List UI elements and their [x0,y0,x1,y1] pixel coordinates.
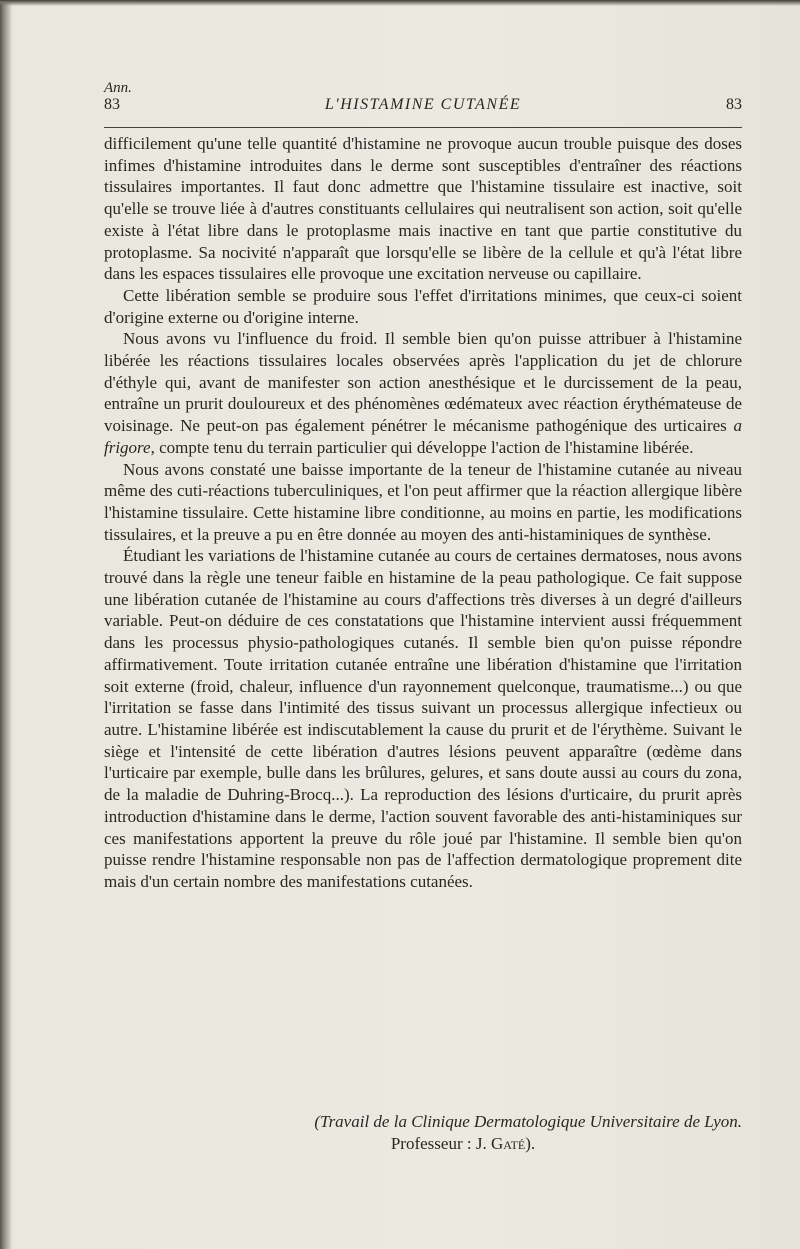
paragraph-2: Cette libération semble se produire sous l'effet d'irritations minimes, que ceux-ci soient d'origine externe ou d'origine interne. [104,285,742,327]
signature-block [104,1111,742,1155]
top-edge-shadow [0,0,800,6]
paragraph-3-text-before: Nous avons vu l'influence du froid. Il semble bien qu'on puisse attribuer à l'histamine libérée les réactions tissulaires locales observées après l'application du jet de chlorure d'éthyle qui, avant de manifester son action anesthésique et le durcissement de la peau, entraîne un prurit douloureux et des phénomènes œdémateux avec réaction érythémateuse de voisinage. Ne peut-on pas également pénétrer le mécanisme pathogénique des urticaires [104,329,742,436]
paragraph-3 [104,328,742,458]
paragraph-3-text-after: , compte tenu du terrain particulier qui développe l'action de l'histamine libérée. [150,437,694,457]
running-title: L'HISTAMINE CUTANÉE [324,96,522,113]
signature-professor-prefix: Professeur : J. [390,1134,491,1153]
signature-institution: (Travail de la Clinique Dermatologique Universitaire de Lyon. [314,1112,742,1131]
signature-professor-suffix: ). [525,1134,536,1153]
header-rule [104,127,742,128]
signature-professor-name: Gaté [490,1134,526,1153]
signature-professor [104,1133,742,1155]
binding-edge-shadow [0,0,12,1249]
running-header [104,94,742,116]
article-body [104,133,742,893]
paragraph-3-italic-term: a frigore [104,416,742,457]
page-number-left: 83 [104,96,120,113]
paragraph-1: difficilement qu'une telle quantité d'histamine ne provoque aucun trouble puisque des doses infimes d'histamine introduites dans le derme sont susceptibles d'entraîner des réactions tissulaires importantes. Il faut donc admettre que l'histamine tissulaire est inactive, soit qu'elle se trouve liée à d'autres constituants cellulaires qui neutralisent son action, soit qu'elle existe à l'état libre dans le protoplasme mais inactive en tant que partie constitutive du protoplasme. Sa nocivité n'apparaît que lorsqu'elle se libère de la cellule et qu'à l'état libre dans les espaces tissulaires elle provoque une excitation nerveuse ou capillaire. [104,134,742,284]
journal-abbreviation: Ann. [104,80,132,96]
page-number-right: 83 [726,96,742,113]
paragraph-4: Nous avons constaté une baisse importante de la teneur de l'histamine cutanée au niveau même des cuti-réactions tuberculiniques, et l'on peut affirmer que la réaction allergique libère l'histamine tissulaire. Cette histamine libre conditionne, au moins en partie, les modifications tissulaires, et la preuve a pu en être donnée au moyen des anti-histaminiques de synthèse. [104,459,742,544]
paragraph-5: Étudiant les variations de l'histamine cutanée au cours de certaines dermatoses, nous avons trouvé dans la règle une teneur faible en histamine de la peau pathologique. Ce fait suppose une libération cutanée de l'histamine au cours d'affections très diverses à un degré d'ailleurs variable. Peut-on déduire de ces constatations que l'histamine intervient aussi fréquemment dans les processus physio-pathologiques cutanés. Il semble bien qu'on puisse répondre affirmativement. Toute irritation cutanée entraîne une libération d'histamine que l'irritation soit externe (froid, chaleur, influence d'un rayonnement quelconque, traumatisme...) ou que l'irritation se fasse dans l'intimité des tissus suivant un processus allergique infectieux ou autre. L'histamine libérée est indiscutablement la cause du prurit et de l'érythème. Suivant le siège et l'intensité de cette libération d'autres lésions peuvent apparaître (œdème dans l'urticaire par exemple, bulle dans les brûlures, gelures, et sans doute aussi au cours du zona, de la maladie de Duhring-Brocq...). La reproduction des lésions d'urticaire, du prurit après introduction d'histamine dans le derme, l'action souvent favorable des anti-histaminiques sur ces manifestations apportent la preuve du rôle joué par l'histamine. Il semble bien qu'on puisse rendre l'histamine responsable non pas de l'affection dermatologique proprement dite mais d'un certain nombre des manifestations cutanées. [104,546,742,891]
